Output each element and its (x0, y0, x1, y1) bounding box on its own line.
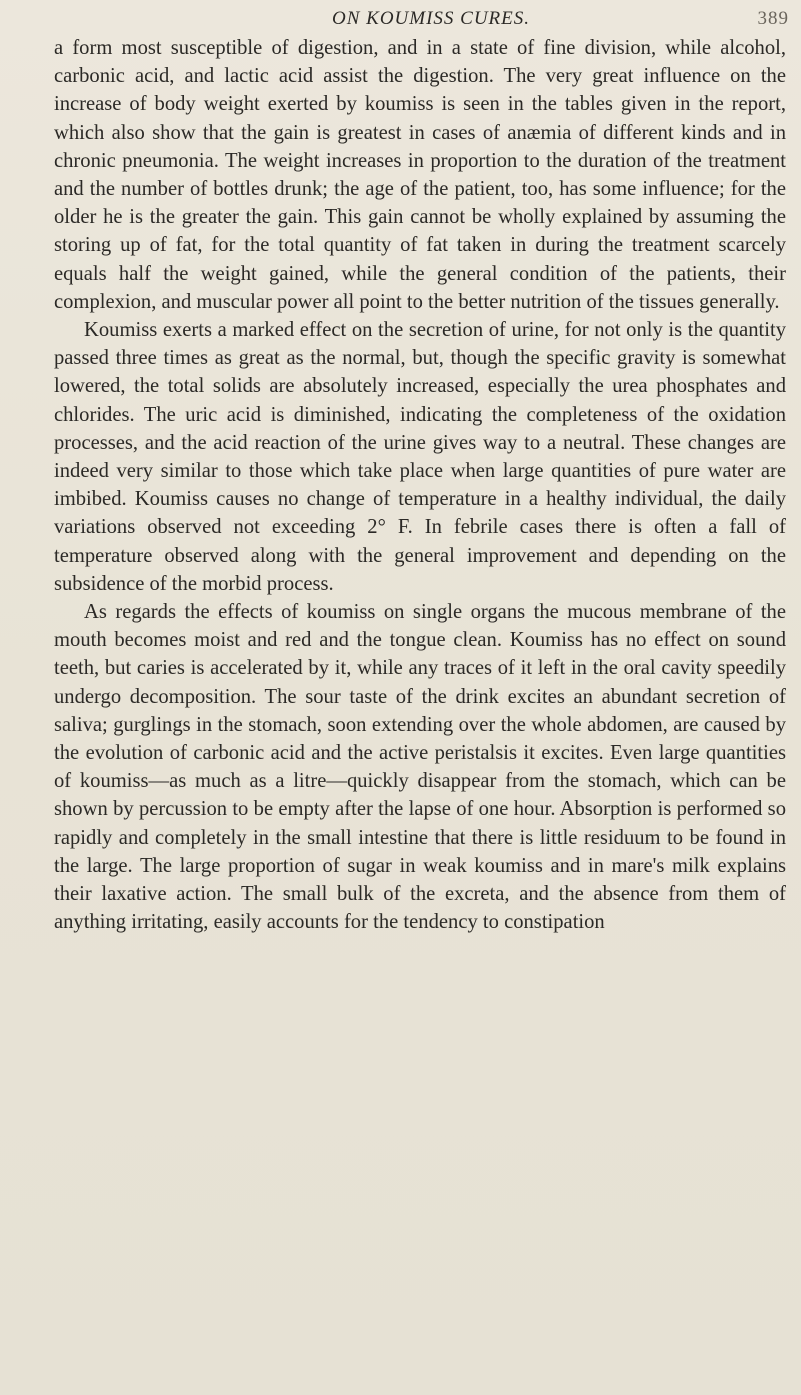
running-title: ON KOUMISS CURES. (332, 8, 531, 29)
page-number: 389 (757, 8, 789, 29)
paragraph-3: As regards the effects of koumiss on single organs the mucous membrane of the mouth becomes moist and red and the tongue clean. Koumiss has no effect on sound teeth, but caries is accelerated by it, while any traces of it left in the oral cavity speedily undergo decomposition. The sour taste of the drink excites an abundant secretion of saliva; gurglings in the stomach, soon extending over the whole abdomen, are caused by the evolution of carbonic acid and the active peristalsis it excites. Even large quantities of koumiss—as much as a litre—quickly disappear from the stomach, which can be shown by percussion to be empty after the lapse of one hour. Absorption is performed so rapidly and completely in the small intestine that there is little residuum to be found in the large. The large proportion of sugar in weak koumiss and in mare's milk explains their laxative action. The small bulk of the excreta, and the absence from them of anything irritating, easily accounts for the tendency to constipation (54, 601, 786, 934)
body-text (54, 34, 786, 937)
paragraph-2: Koumiss exerts a marked effect on the secretion of urine, for not only is the quantity passed three times as great as the normal, but, though the specific gravity is somewhat lowered, the total solids are absolutely increased, especially the urea phosphates and chlorides. The uric acid is diminished, indicating the completeness of the oxidation processes, and the acid reaction of the urine gives way to a neutral. These changes are indeed very similar to those which take place when large quantities of pure water are imbibed. Koumiss causes no change of temperature in a healthy individual, the daily variations observed not exceeding 2° F. In febrile cases there is often a fall of temperature observed along with the general improvement and depending on the subsidence of the morbid process. (54, 319, 786, 595)
paragraph-1: a form most susceptible of digestion, and in a state of fine division, while alcohol, carbonic acid, and lactic acid assist the digestion. The very great influence on the increase of body weight exerted by koumiss is seen in the tables given in the report, which also show that the gain is greatest in cases of anæmia of different kinds and in chronic pneumonia. The weight increases in proportion to the duration of the treatment and the number of bottles drunk; the age of the patient, too, has some influence; for the older he is the greater the gain. This gain cannot be wholly explained by assuming the storing up of fat, for the total quantity of fat taken in during the treatment scarcely equals half the weight gained, while the general condition of the patients, their complexion, and muscular power all point to the better nutrition of the tissues generally. (54, 37, 786, 313)
running-head (56, 8, 789, 36)
